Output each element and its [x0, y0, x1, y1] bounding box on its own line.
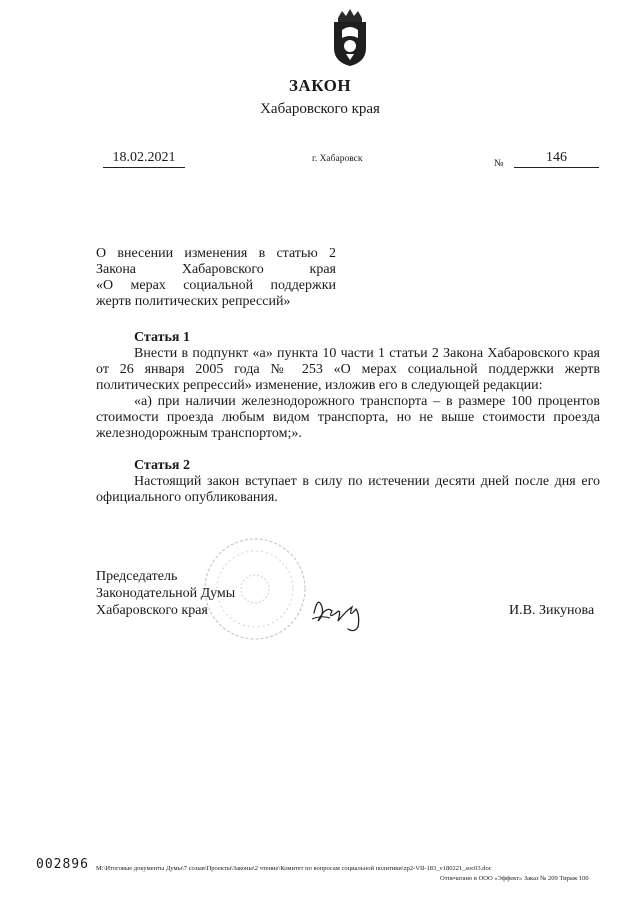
position-line: Законодательной Думы: [96, 586, 236, 601]
signatory-name: И.В. Зикунова: [509, 603, 595, 618]
adoption-date: 18.02.2021: [103, 150, 185, 168]
article-2: [96, 458, 600, 506]
print-note: Отпечатано в ООО «Эффект» Заказ № 209 Тираж 100: [440, 875, 589, 882]
document-code: 002896: [36, 857, 89, 872]
article-line: стоимости проезда любым видом транспорта, но не выше стоимости проезда: [96, 410, 600, 425]
law-number: 146: [514, 150, 599, 168]
article-line: от 26 января 2005 года № 253 «О мерах социальной поддержки жертв: [96, 362, 600, 377]
position-line: Председатель: [96, 569, 178, 584]
article-2-heading: Статья 2: [134, 458, 190, 473]
handwritten-signature-icon: [308, 585, 368, 635]
article-line: «а) при наличии железнодорожного транспорта – в размере 100 процентов: [134, 394, 600, 409]
coat-of-arms-icon: [328, 8, 372, 68]
article-line: Внести в подпункт «а» пункта 10 части 1 статьи 2 Закона Хабаровского края: [134, 346, 600, 361]
subject-line: О внесении изменения в статью 2: [96, 246, 336, 261]
position-line: Хабаровского края: [96, 603, 208, 618]
article-line: официального опубликования.: [96, 490, 278, 505]
article-1-heading: Статья 1: [134, 330, 190, 345]
subject-line: жертв политических репрессий»: [96, 294, 291, 309]
document-subtitle: Хабаровского края: [260, 101, 380, 117]
article-line: железнодорожным транспортом;».: [96, 426, 302, 441]
article-1: [96, 330, 600, 442]
article-line: политических репрессий» изменение, изложив его в следующей редакции:: [96, 378, 543, 393]
article-line: Настоящий закон вступает в силу по истечении десяти дней после дня его: [134, 474, 600, 489]
city: г. Хабаровск: [312, 154, 363, 164]
law-subject: [96, 246, 336, 310]
signatory-position: [96, 568, 235, 619]
file-path: М:\Итоговые документы Думы\7 созыв\Проекты\Законы\2 чтение\Комитет по вопросам социальной политики\zp2-VII-183_v180221_soc03.doc: [96, 865, 492, 872]
document-title: ЗАКОН: [288, 76, 352, 95]
subject-line: «О мерах социальной поддержки: [96, 278, 336, 293]
subject-line: Закона Хабаровского края: [96, 262, 336, 277]
number-sign: №: [494, 158, 504, 169]
